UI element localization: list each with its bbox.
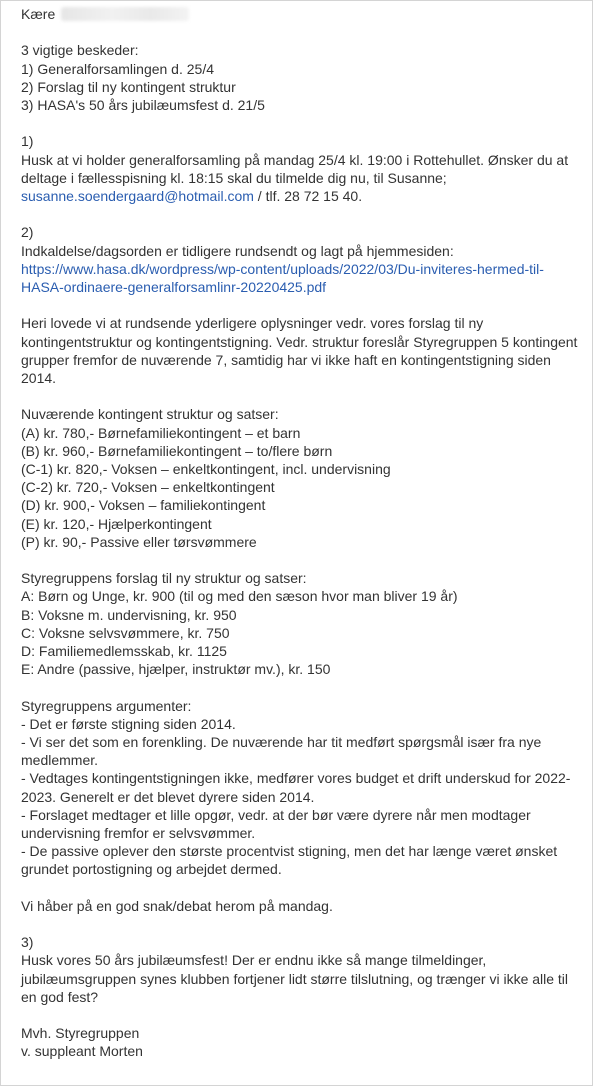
argument-line: - Forslaget medtager et lille opgør, vedr. at der bør være dyrere når men modtager — [21, 806, 531, 823]
current-rate-item: (P) kr. 90,- Passive eller tørsvømmere — [21, 533, 257, 550]
current-rate-item: (B) kr. 960,- Børnefamiliekontingent – to/flere børn — [21, 442, 333, 459]
proposal-item: B: Voksne m. undervisning, kr. 950 — [21, 606, 237, 623]
blank-line — [21, 551, 581, 569]
section2-number: 2) — [21, 224, 34, 241]
agenda-url-line — [21, 260, 581, 278]
current-rate-item: (D) kr. 900,- Voksen – familiekontingent — [21, 497, 266, 514]
greeting-line — [21, 5, 581, 23]
section1-text: Husk at vi holder generalforsamling på mandag 25/4 kl. 19:00 i Rottehullet. Ønsker du at — [21, 151, 569, 168]
redacted-recipient-name — [61, 7, 189, 21]
greeting: Kære — [21, 6, 56, 22]
section2-paragraph: grupper fremfor de nuværende 7, samtidig har vi ikke haft en kontingentstigning siden — [21, 351, 551, 368]
blank-line — [21, 387, 581, 405]
proposal-item: D: Familiemedlemsskab, kr. 1125 — [21, 643, 227, 660]
argument-line: 2023. Generelt er det blevet dyrere siden 2014. — [21, 788, 315, 805]
blank-line — [21, 678, 581, 696]
argument-line: - Det er første stigning siden 2014. — [21, 715, 236, 732]
argument-line: - Vedtages kontingentstigningen ikke, medfører vores budget et drift underskud for 2022- — [21, 770, 571, 787]
phone-text: / tlf. 28 72 15 40. — [253, 188, 363, 204]
argument-line: medlemmer. — [21, 752, 99, 769]
blank-line — [21, 1006, 581, 1024]
section1-text: deltage i fællesspisning kl. 18:15 skal du tilmelde dig nu, til Susanne; — [21, 169, 447, 186]
current-rate-item: (E) kr. 120,- Hjælperkontingent — [21, 515, 212, 532]
blank-line — [21, 879, 581, 897]
current-rate-item: (C-1) kr. 820,- Voksen – enkeltkontingent, incl. undervisning — [21, 461, 391, 477]
blank-line — [21, 296, 581, 314]
signature-line: Mvh. Styregruppen — [21, 1025, 140, 1042]
section3-text: Husk vores 50 års jubilæumsfest! Der er endnu ikke så mange tilmeldinger, — [21, 952, 487, 969]
proposal-item: C: Voksne selvsvømmere, kr. 750 — [21, 624, 230, 641]
intro-item: 3) HASA's 50 års jubilæumsfest d. 21/5 — [21, 97, 265, 113]
current-rate-item: (C-2) kr. 720,- Voksen – enkeltkontingent — [21, 479, 275, 496]
email-body — [21, 5, 581, 1061]
signature-line: v. suppleant Morten — [21, 1043, 143, 1060]
blank-line — [21, 915, 581, 933]
agenda-url-line — [21, 278, 581, 296]
section1-number: 1) — [21, 133, 34, 150]
arguments-heading: Styregruppens argumenter: — [21, 697, 192, 714]
section2-closing: Vi håber på en god snak/debat herom på mandag. — [21, 897, 333, 914]
blank-line — [21, 114, 581, 132]
section2-paragraph: Heri lovede vi at rundsende yderligere oplysninger vedr. vores forslag til ny — [21, 315, 484, 332]
section3-text: jubilæumsgruppen synes klubben fortjener lidt større tilslutning, og trænger vi ikke alle til — [21, 970, 569, 987]
blank-line — [21, 23, 581, 41]
intro-item: 1) Generalforsamlingen d. 25/4 — [21, 60, 214, 77]
argument-line: - Vi ser det som en forenkling. De nuværende har tit medført spørgsmål især fra nye — [21, 734, 542, 751]
proposal-item: E: Andre (passive, hjælper, instruktør mv.), kr. 150 — [21, 661, 331, 678]
agenda-pdf-link[interactable]: HASA-ordinaere-generalforsamlinr-20220425.pdf — [21, 279, 327, 295]
section3-number: 3) — [21, 934, 34, 951]
section2-paragraph: kontingentstruktur og kontingentstigning. Vedr. struktur foreslår Styregruppen 5 kontingent — [21, 333, 578, 350]
argument-line: grundet portostigning og arbejdet dermed. — [21, 861, 282, 878]
section1-contact-line — [21, 187, 581, 205]
agenda-pdf-link[interactable]: https://www.hasa.dk/wordpress/wp-content/uploads/2022/03/Du-inviteres-hermed-til- — [21, 260, 544, 277]
blank-line — [21, 205, 581, 223]
argument-line: - De passive oplever den største procentvist stigning, men det har længe været ønsket — [21, 843, 558, 860]
current-rates-heading: Nuværende kontingent struktur og satser: — [21, 406, 279, 423]
proposal-heading: Styregruppens forslag til ny struktur og satser: — [21, 570, 307, 587]
intro-heading: 3 vigtige beskeder: — [21, 42, 139, 59]
section2-intro: Indkaldelse/dagsorden er tidligere rundsendt og lagt på hjemmesiden: — [21, 242, 454, 259]
intro-item: 2) Forslag til ny kontingent struktur — [21, 78, 236, 95]
section3-text: en god fest? — [21, 988, 99, 1005]
section2-paragraph: 2014. — [21, 370, 57, 386]
current-rate-item: (A) kr. 780,- Børnefamiliekontingent – et barn — [21, 424, 301, 441]
argument-line: undervisning fremfor er selvsvømmer. — [21, 825, 256, 842]
email-link[interactable]: susanne.soendergaard@hotmail.com — [21, 188, 254, 204]
proposal-item: A: Børn og Unge, kr. 900 (til og med den sæson hvor man bliver 19 år) — [21, 588, 458, 605]
